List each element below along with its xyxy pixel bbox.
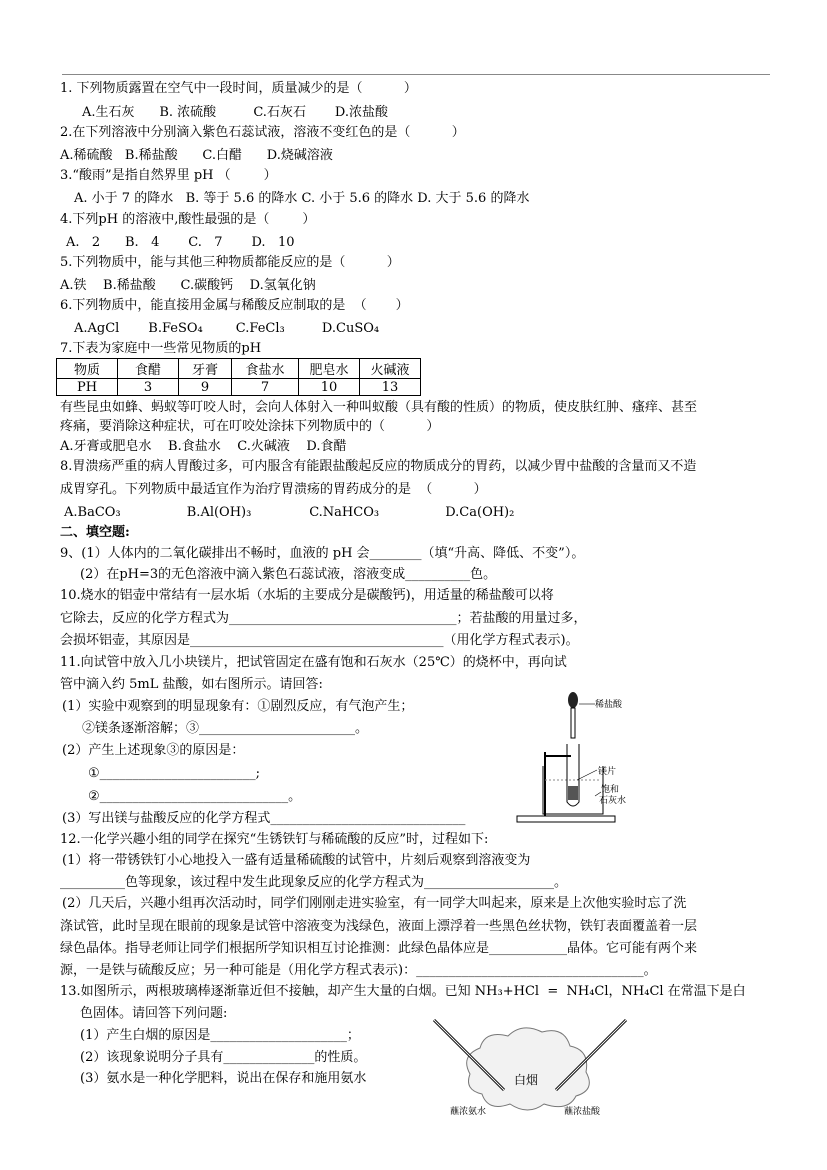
- ph-table-value-row: [57, 379, 421, 396]
- text-line: 6.下列物质中，能直接用金属与稀酸反应制取的是 （ ）: [60, 298, 409, 313]
- text-line: 12.一化学兴趣小组的同学在探究“生锈铁钉与稀硫酸的反应”时，过程如下:: [60, 832, 489, 847]
- text-line: 涤试管，此时呈现在眼前的现象是试管中溶液变为浅绿色，液面上漂浮着一些黑色丝状物，铁钉表面覆盖着一层: [60, 919, 698, 934]
- text-line: A.生石灰 B. 浓硫酸 C.石灰石 D.浓盐酸: [82, 105, 388, 120]
- text-line: A.铁 B.稀盐酸 C.碳酸钙 D.氢氧化钠: [60, 278, 316, 293]
- text-line: (3）写出镁与盐酸反应的化学方程式______________________________: [62, 811, 466, 826]
- text-line: 会损坏铝壶，其原因是_______________________________________（用化学方程式表示)。: [60, 633, 579, 648]
- text-line: ②_____________________________。: [88, 789, 302, 804]
- text-line: (1）实验中观察到的明显现象有：①剧烈反应，有气泡产生；: [62, 699, 414, 714]
- text-line: 2.在下列溶液中分别滴入紫色石蕊试液，溶液不变红色的是（ ）: [60, 125, 465, 140]
- text-line: __________色等现象，该过程中发生此现象反应的化学方程式为____________________。: [60, 875, 568, 890]
- magnesium-hcl-apparatus-figure: [505, 680, 645, 830]
- text-line: A. 2 B. 4 C. 7 D. 10: [66, 235, 295, 250]
- label-hcl: 蘸浓盐酸: [564, 1107, 601, 1117]
- text-line: A. 小于 7 的降水 B. 等于 5.6 的降水 C. 小于 5.6 的降水 D. 大于 5.6 的降水: [74, 191, 530, 206]
- text-line: 色固体。请回答下列问题:: [80, 1006, 228, 1021]
- dropper-bulb: [568, 692, 578, 708]
- text-line: 5.下列物质中，能与其他三种物质都能反应的是（ ）: [60, 255, 400, 270]
- text-line: 9、(1）人体内的二氧化碳排出不畅时，血液的 pH 会________（填“升高、降低、不变”）。: [60, 546, 585, 561]
- ph-table-cell: 10: [299, 379, 360, 396]
- ph-table-cell: 火碱液: [360, 359, 421, 379]
- text-line: 它除去，反应的化学方程式为___________________________________；若盐酸的用量过多，: [60, 611, 587, 626]
- text-line: 二、填空题:: [60, 525, 130, 540]
- text-line: 8.胃溃疡严重的病人胃酸过多，可内服含有能跟盐酸起反应的物质成分的胃药，以减少胃中盐酸的含量而又不造: [60, 459, 697, 474]
- ph-table-cell: 物质: [57, 359, 118, 379]
- text-line: (2）在pH=3的无色溶液中滴入紫色石蕊试液，溶液变成__________色。: [80, 567, 497, 582]
- text-line: ②镁条逐渐溶解；③________________________。: [82, 721, 369, 736]
- text-line: (2）该现象说明分子具有______________的性质。: [80, 1050, 367, 1065]
- label-ammonia: 蘸浓氨水: [450, 1107, 487, 1117]
- text-line: 1. 下列物质露置在空气中一段时间，质量减少的是（ ）: [60, 81, 417, 96]
- text-line: 成胃穿孔。下列物质中最适宜作为治疗胃溃疡的胃药成分的是 （ ）: [60, 482, 487, 497]
- ph-table-header-row: [57, 359, 421, 379]
- text-line: 疼痛，要消除这种症状，可在叮咬处涂抹下列物质中的（ ）: [60, 419, 440, 434]
- text-line: A.牙膏或肥皂水 B.食盐水 C.火碱液 D.食醋: [60, 439, 347, 454]
- text-line: 7.下表为家庭中一些常见物质的pH: [60, 341, 262, 356]
- label-magnesium: 镁片: [598, 767, 617, 777]
- header-rule: [62, 74, 770, 75]
- text-line: 4.下列pH 的溶液中,酸性最强的是（ ）: [60, 212, 316, 227]
- text-line: ①________________________;: [88, 766, 261, 781]
- ph-table-cell: 牙膏: [179, 359, 232, 379]
- text-line: 13.如图所示，两根玻璃棒逐渐靠近但不接触，却产生大量的白烟。已知 NH₃+HCl = NH₄Cl，NH₄Cl 在常温下是白: [60, 984, 746, 999]
- ph-table-cell: 食盐水: [232, 359, 299, 379]
- ph-table-cell: 7: [232, 379, 299, 396]
- ph-table-cell: PH: [57, 379, 118, 396]
- label-white-smoke: 白烟: [514, 1073, 539, 1087]
- text-line: (3）氨水是一种化学肥料，说出在保存和施用氨水: [80, 1071, 367, 1086]
- text-line: (1）产生白烟的原因是_____________________；: [80, 1028, 360, 1043]
- text-line: 源，一是铁与硫酸反应；另一种可能是（用化学方程式表示)：___________________________________。: [60, 963, 657, 978]
- text-line: 有些昆虫如蜂、蚂蚁等叮咬人时，会向人体射入一种叫蚁酸（具有酸的性质）的物质，使皮肤红肿、瘙痒、甚至: [60, 400, 698, 415]
- text-line: A.AgCl B.FeSO₄ C.FeCl₃ D.CuSO₄: [74, 321, 380, 336]
- text-line: 绿色晶体。指导老师让同学们根据所学知识相互讨论推测：此绿色晶体应是____________晶体。它可能有两个来: [60, 941, 698, 956]
- text-line: (1）将一带锈铁钉小心地投入一盛有适量稀硫酸的试管中，片刻后观察到溶液变为: [62, 853, 531, 868]
- text-line: 管中滴入约 5mL 盐酸，如右图所示。请回答:: [60, 677, 323, 692]
- smoke-cloud: [467, 1028, 590, 1110]
- text-line: (2）几天后，兴趣小组再次活动时，同学们刚刚走进实验室，有一同学大叫起来，原来是上次他实验时忘了洗: [62, 896, 687, 911]
- ph-table-cell: 13: [360, 379, 421, 396]
- label-hydrochloric-acid: 稀盐酸: [595, 700, 623, 710]
- white-smoke-figure: [430, 1016, 630, 1120]
- text-line: 10.烧水的铝壶中常结有一层水垢（水垢的主要成分是碳酸钙)，用适量的稀盐酸可以将: [60, 588, 554, 603]
- text-line: A.BaCO₃ B.Al(OH)₃ C.NaHCO₃ D.Ca(OH)₂: [64, 505, 515, 520]
- ph-table-cell: 食醋: [118, 359, 179, 379]
- text-line: A.稀硫酸 B.稀盐酸 C.白醋 D.烧碱溶液: [60, 148, 333, 163]
- ph-table: [56, 358, 421, 396]
- ph-table-cell: 3: [118, 379, 179, 396]
- ph-table-cell: 9: [179, 379, 232, 396]
- text-line: 3.“酸雨”是指自然界里 pH （ ）: [60, 168, 277, 183]
- label-limewater: 石灰水: [599, 796, 627, 806]
- text-line: 11.向试管中放入几小块镁片，把试管固定在盛有饱和石灰水（25℃）的烧杯中，再向试: [60, 655, 567, 670]
- text-line: (2）产生上述现象③的原因是：: [62, 743, 245, 758]
- label-saturated: 饱和: [601, 785, 620, 795]
- stand-base: [517, 816, 615, 822]
- ph-table-cell: 肥皂水: [299, 359, 360, 379]
